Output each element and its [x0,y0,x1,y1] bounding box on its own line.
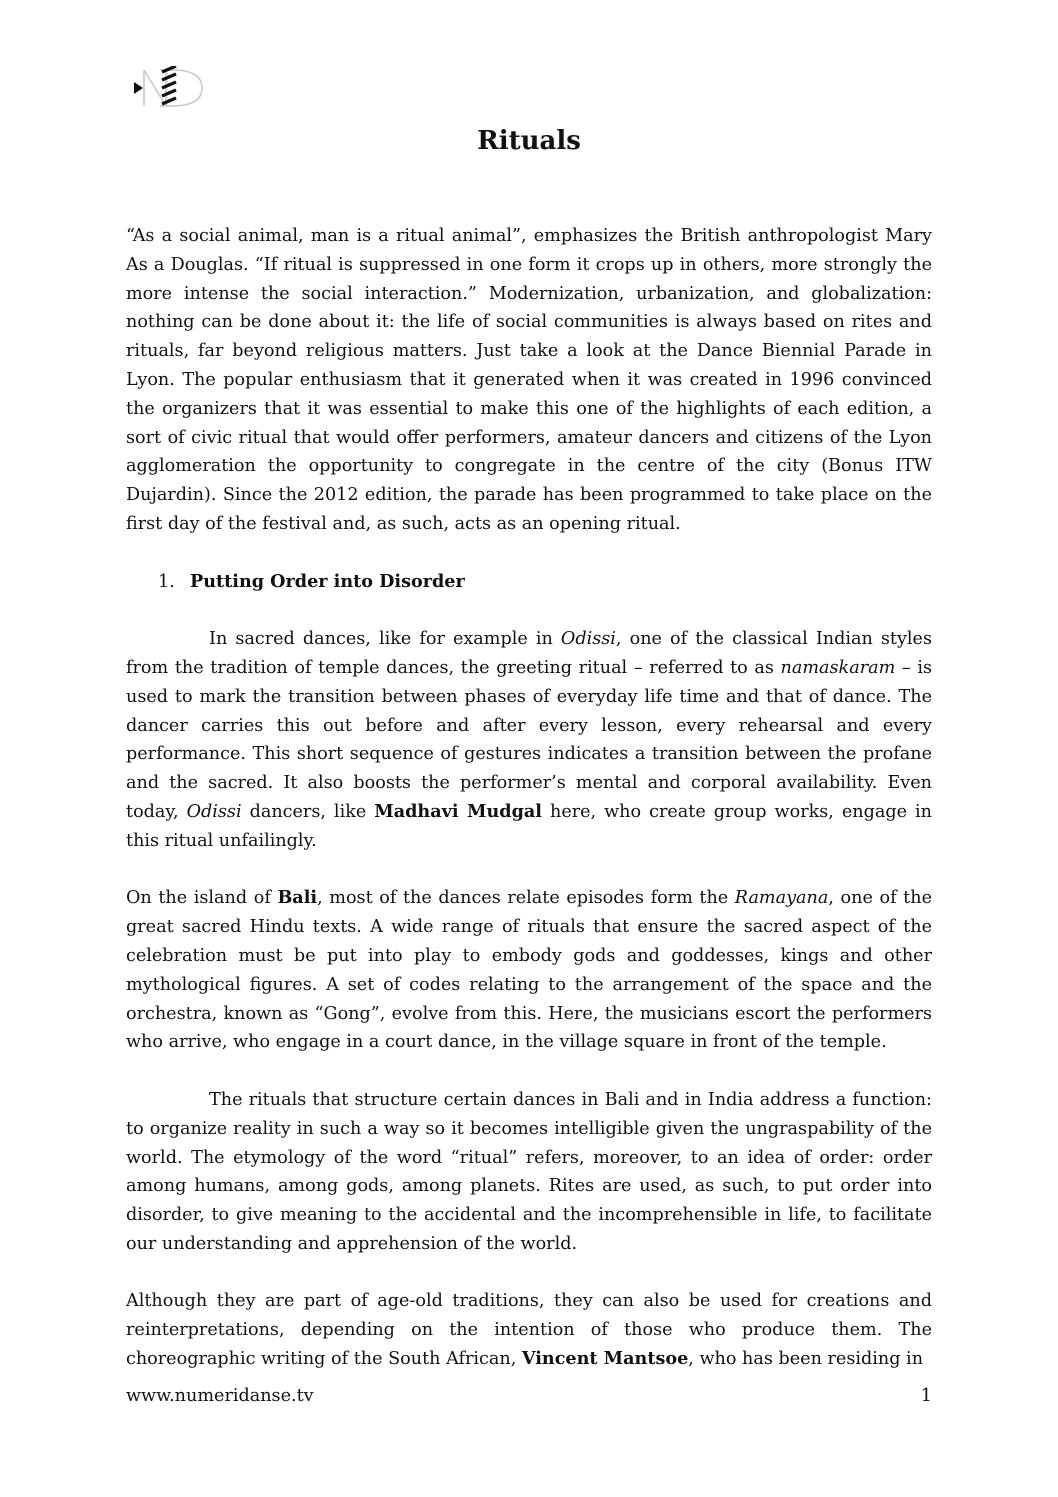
numeridanse-logo-icon [134,66,206,110]
section-number: 1. [158,571,175,592]
paragraph-odissi: In sacred dances, like for example in Odissi, one of the classical Indian styles from the tradition of temple dances, the greeting ritual – referred to as namaskaram – is used to mark the transition between phases of everyday life time and that of dance. The dancer carries this out before and after every lesson, every rehearsal and every performance. This short sequence of gestures indicates a transition between the profane and the sacred. It also boosts the performer’s mental and corporal availability. Even today, Odissi dancers, like Madhavi Mudgal here, who create group works, engage in this ritual unfailingly. [126,629,932,851]
paragraph-intro: “As a social animal, man is a ritual animal”, emphasizes the British anthropologist Mary As a Douglas. “If ritual is suppressed in one form it crops up in others, more strongly the more intense the social interaction.” Modernization, urbanization, and globalization: nothing can be done about it: the life of social communities is always based on rites and rituals, far beyond religious matters. Just take a look at the Dance Biennial Parade in Lyon. The popular enthusiasm that it generated when it was created in 1996 convinced the organizers that it was essential to make this one of the highlights of each edition, a sort of civic ritual that would offer performers, amateur dancers and citizens of the Lyon agglomeration the opportunity to congregate in the centre of the city (Bonus ITW Dujardin). Since the 2012 edition, the parade has been programmed to take place on the first day of the festival and, as such, acts as an opening ritual. [126,226,932,534]
paragraph-traditions: Although they are part of age-old traditions, they can also be used for creations and reinterpretations, depending on the intention of those who produce them. The choreographic writing of the South African, Vincent Mantsoe, who has been residing in [126,1291,932,1370]
name-vincent-mantsoe: Vincent Mantsoe [521,1348,689,1370]
name-madhavi-mudgal: Madhavi Mudgal [374,800,542,822]
paragraph-order: The rituals that structure certain dances in Bali and in India address a function: to organize reality in such a way so it becomes intelligible given the ungraspability of the world. The etymology of the word “ritual” refers, moreover, to an idea of order: order among humans, among gods, among planets. Rites are used, as such, to put order into disorder, to give meaning to the accidental and the incomprehensible in life, to facilitate our understanding and apprehension of the world. [126,1089,932,1254]
document-body [126,222,932,1374]
footer-url[interactable]: www.numeridanse.tv [126,1386,314,1406]
page-title: Rituals [477,126,581,156]
paragraph-bali: On the island of Bali, most of the dances relate episodes form the Ramayana, one of the great sacred Hindu texts. A wide range of rituals that ensure the sacred aspect of the celebration must be put into play to embody gods and goddesses, kings and other mythological figures. A set of codes relating to the arrangement of the space and the orchestra, known as “Gong”, evolve from this. Here, the musicians escort the performers who arrive, who engage in a court dance, in the village square in front of the temple. [126,887,932,1053]
page-number: 1 [920,1386,932,1406]
section-title: Putting Order into Disorder [190,570,465,592]
name-bali: Bali [277,887,318,909]
section-heading [126,568,932,597]
